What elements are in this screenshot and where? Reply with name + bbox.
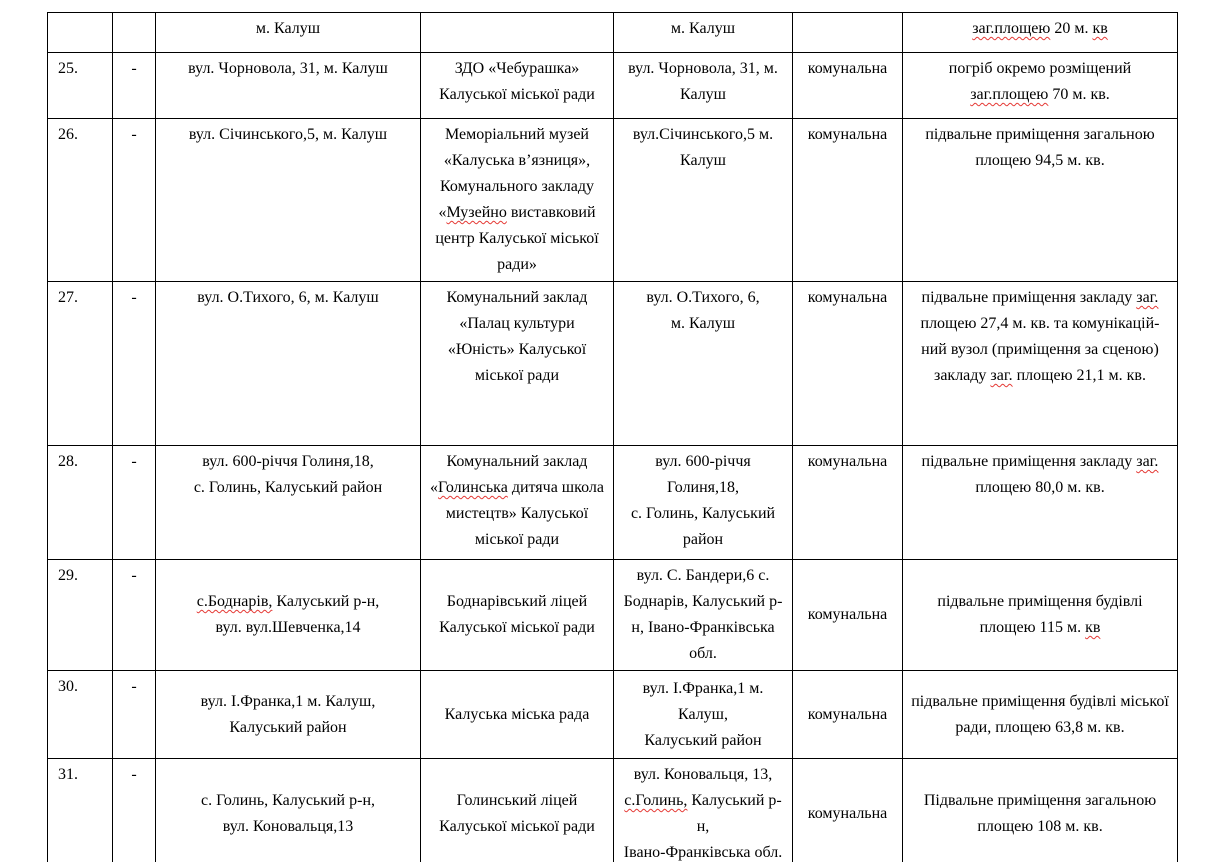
misspelled-word: заг. xyxy=(1136,289,1159,306)
cell-premises-details: Підвальне приміщення загальною площею 108 м. кв. xyxy=(903,759,1178,862)
cell-institution: ЗДО «Чебурашка» Калуської міської ради xyxy=(421,53,614,119)
misspelled-word: кв xyxy=(1085,619,1101,636)
cell-ownership-form: комунальна xyxy=(793,119,903,282)
cell-institution xyxy=(421,13,614,53)
cell-ownership-form: комунальна xyxy=(793,671,903,759)
cell-dash: - xyxy=(113,446,156,560)
cell-row-number: 26. xyxy=(48,119,113,282)
cell-institution: Калуська міська рада xyxy=(421,671,614,759)
misspelled-word: кв xyxy=(1092,20,1108,37)
table-row xyxy=(48,119,1178,282)
cell-premises-details: підвальне приміщення будівлі площею 115 м. кв xyxy=(903,560,1178,671)
cell-premises-details: підвальне приміщення загальною площею 94,5 м. кв. xyxy=(903,119,1178,282)
cell-object-address: вул. Коновальця, 13, с.Голинь, Калуський р-н, Івано-Франківська обл. xyxy=(614,759,793,862)
misspelled-word: Голинська xyxy=(438,479,508,496)
cell-institution: Голинський ліцей Калуської міської ради xyxy=(421,759,614,862)
cell-ownership-form: комунальна xyxy=(793,560,903,671)
cell-object-address: вул. О.Тихого, 6, м. Калуш xyxy=(614,282,793,446)
misspelled-word: с.Голинь, xyxy=(624,792,688,809)
cell-dash: - xyxy=(113,282,156,446)
cell-dash xyxy=(113,13,156,53)
cell-premises-details: заг.площею 20 м. кв xyxy=(903,13,1178,53)
cell-ownership-form xyxy=(793,13,903,53)
misspelled-word: заг.площею xyxy=(970,86,1049,103)
misspelled-word: заг. xyxy=(1136,453,1159,470)
cell-row-number: 27. xyxy=(48,282,113,446)
cell-address: вул. Січинського,5, м. Калуш xyxy=(156,119,421,282)
property-table-body xyxy=(48,13,1178,862)
cell-object-address: вул. Чорновола, 31, м. Калуш xyxy=(614,53,793,119)
table-row xyxy=(48,560,1178,671)
cell-row-number: 31. xyxy=(48,759,113,862)
table-row xyxy=(48,53,1178,119)
cell-address: вул. І.Франка,1 м. Калуш, Калуський район xyxy=(156,671,421,759)
cell-ownership-form: комунальна xyxy=(793,53,903,119)
cell-institution: Боднарівський ліцей Калуської міської ради xyxy=(421,560,614,671)
cell-row-number xyxy=(48,13,113,53)
cell-premises-details: погріб окремо розміщений заг.площею 70 м. кв. xyxy=(903,53,1178,119)
misspelled-word: заг. xyxy=(990,367,1013,384)
cell-premises-details: підвальне приміщення закладу заг. площею 27,4 м. кв. та комунікацій-ний вузол (приміщення за сценою) закладу заг. площею 21,1 м. кв. xyxy=(903,282,1178,446)
cell-object-address: вул.Січинського,5 м. Калуш xyxy=(614,119,793,282)
table-row xyxy=(48,446,1178,560)
table-row xyxy=(48,13,1178,53)
misspelled-word: заг.площею xyxy=(972,20,1051,37)
cell-institution: Комунальний заклад «Голинська дитяча школа мистецтв» Калуської міської ради xyxy=(421,446,614,560)
cell-row-number: 29. xyxy=(48,560,113,671)
cell-address: с. Голинь, Калуський р-н, вул. Коновальця,13 xyxy=(156,759,421,862)
cell-dash: - xyxy=(113,671,156,759)
cell-ownership-form: комунальна xyxy=(793,282,903,446)
cell-row-number: 25. xyxy=(48,53,113,119)
table-row xyxy=(48,282,1178,446)
cell-object-address: м. Калуш xyxy=(614,13,793,53)
cell-row-number: 28. xyxy=(48,446,113,560)
table-row xyxy=(48,759,1178,862)
cell-ownership-form: комунальна xyxy=(793,446,903,560)
cell-object-address: вул. С. Бандери,6 с. Боднарів, Калуський р-н, Івано-Франківська обл. xyxy=(614,560,793,671)
cell-ownership-form: комунальна xyxy=(793,759,903,862)
cell-institution: Комунальний заклад «Палац культури «Юність» Калуської міської ради xyxy=(421,282,614,446)
misspelled-word: Музейно xyxy=(446,204,507,221)
cell-address: м. Калуш xyxy=(156,13,421,53)
cell-dash: - xyxy=(113,560,156,671)
cell-premises-details: підвальне приміщення закладу заг. площею 80,0 м. кв. xyxy=(903,446,1178,560)
cell-address: вул. О.Тихого, 6, м. Калуш xyxy=(156,282,421,446)
cell-dash: - xyxy=(113,759,156,862)
cell-address: вул. 600-річчя Голиня,18, с. Голинь, Калуський район xyxy=(156,446,421,560)
cell-premises-details: підвальне приміщення будівлі міської ради, площею 63,8 м. кв. xyxy=(903,671,1178,759)
cell-dash: - xyxy=(113,53,156,119)
cell-row-number: 30. xyxy=(48,671,113,759)
cell-object-address: вул. І.Франка,1 м. Калуш, Калуський район xyxy=(614,671,793,759)
property-table xyxy=(47,12,1178,862)
cell-address: вул. Чорновола, 31, м. Калуш xyxy=(156,53,421,119)
cell-object-address: вул. 600-річчя Голиня,18, с. Голинь, Калуський район xyxy=(614,446,793,560)
cell-address: с.Боднарів, Калуський р-н, вул. вул.Шевченка,14 xyxy=(156,560,421,671)
table-row xyxy=(48,671,1178,759)
cell-dash: - xyxy=(113,119,156,282)
misspelled-word: с.Боднарів, xyxy=(196,593,273,610)
cell-institution: Меморіальний музей «Калуська в’язниця», Комунального закладу «Музейно виставковий центр Калуської міської ради» xyxy=(421,119,614,282)
